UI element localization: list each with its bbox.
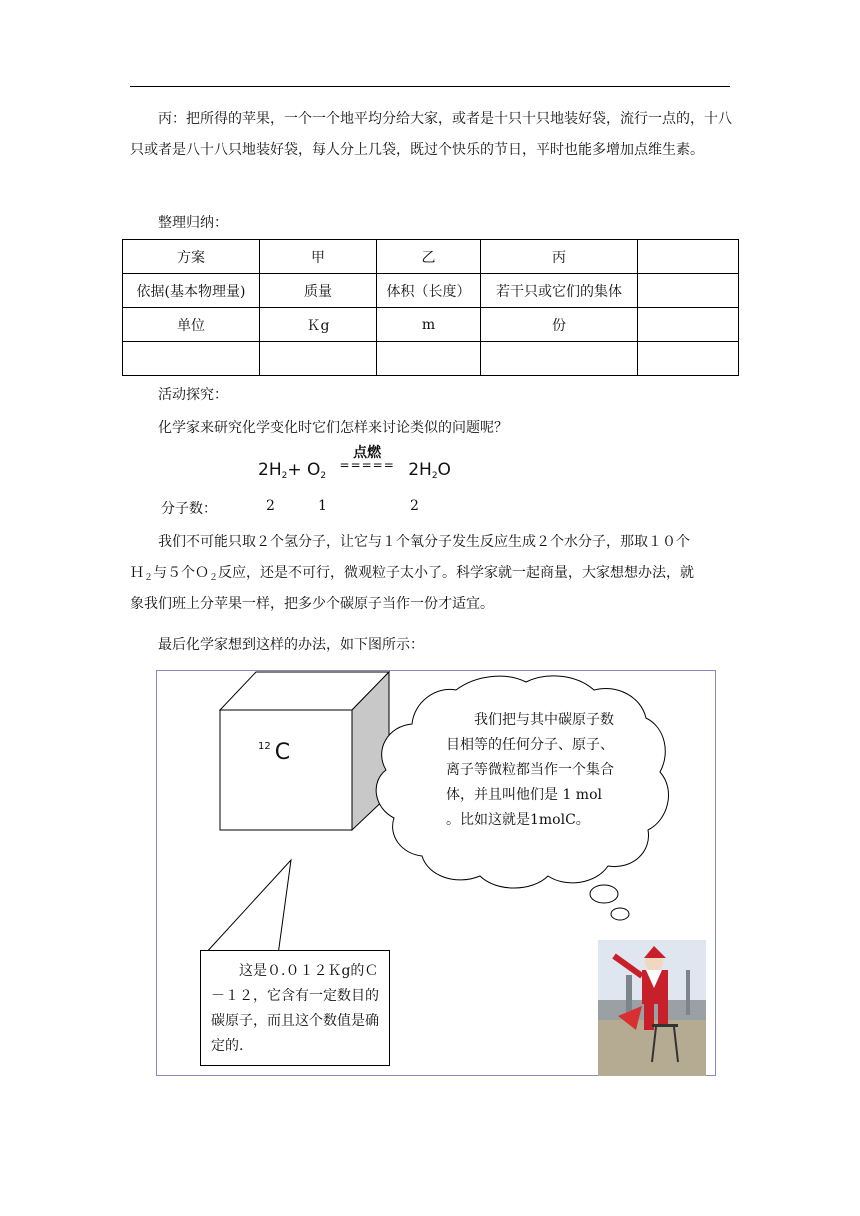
header-rule [130, 86, 730, 87]
table-cell: m [377, 308, 481, 342]
thought-dot-small [611, 908, 629, 920]
table-cell: Ｋg [260, 308, 377, 342]
table-cell [638, 274, 739, 308]
cube-front-face [220, 710, 352, 830]
carbon-12-label [258, 740, 290, 765]
table-cell: 甲 [260, 240, 377, 274]
molecule-count: 2 [410, 498, 419, 514]
table-cell [638, 342, 739, 376]
table-row [123, 308, 739, 342]
eq-lhs-h: 2H [258, 460, 282, 480]
final-text: 最后化学家想到这样的办法，如下图所示： [158, 637, 424, 653]
table-cell [638, 308, 739, 342]
subscript: ２ [144, 573, 154, 583]
text-span: 反应，还是不可行，微观粒子太小了。科学家就一起商量，大家想想办法，就 [218, 565, 695, 581]
eq-sub: 2 [320, 471, 327, 481]
santa-photo [598, 940, 706, 1076]
table-cell [481, 342, 638, 376]
speech-box-text: 这是０.０１２Ｋg的Ｃ－１２，它含有一定数目的碳原子，而且这个数值是确定的. [200, 950, 390, 1066]
paragraph-line-c: 象我们班上分苹果一样，把多少个碳原子当作一份才适宜。 [130, 596, 494, 612]
table-cell: 单位 [123, 308, 260, 342]
table-cell [638, 240, 739, 274]
molecule-count: 2 [266, 498, 275, 514]
table-cell: 乙 [377, 240, 481, 274]
chemical-equation [258, 445, 451, 481]
eq-condition: 点燃 [353, 445, 382, 461]
thought-dot-large [590, 885, 618, 903]
table-cell: 依据(基本物理量) [123, 274, 260, 308]
table-row [123, 240, 739, 274]
eq-rhs-h: 2H [408, 460, 432, 480]
element-symbol: C [274, 740, 291, 765]
summary-heading: 整理归纳： [158, 215, 228, 231]
molecule-count-label: 分子数： [161, 501, 217, 517]
eq-sub: 2 [431, 471, 438, 481]
speech-tail [204, 860, 291, 955]
eq-plus-o: + O [287, 460, 321, 480]
subscript: ２ [209, 573, 219, 583]
eq-sub: 2 [281, 471, 288, 481]
eq-arrow: ===== [339, 458, 395, 472]
eq-condition-arrow [340, 446, 395, 470]
molecule-count: 1 [318, 498, 327, 514]
table-cell: 份 [481, 308, 638, 342]
eq-rhs-o: O [437, 460, 451, 480]
table-cell: 若干只或它们的集体 [481, 274, 638, 308]
activity-heading: 活动探究： [158, 387, 228, 403]
text-span: 与５个Ｏ [153, 565, 210, 581]
table-cell: 质量 [260, 274, 377, 308]
table-cell: 丙 [481, 240, 638, 274]
paragraph-line-a: 我们不可能只取２个氢分子，让它与１个氧分子发生反应生成２个水分子，那取１０个 [158, 534, 690, 550]
table-cell: 方案 [123, 240, 260, 274]
h-symbol: Ｈ [130, 565, 144, 581]
table-row [123, 342, 739, 376]
table-row [123, 274, 739, 308]
table-cell [377, 342, 481, 376]
table-cell [260, 342, 377, 376]
paragraph-bing: 丙：把所得的苹果，一个一个地平均分给大家，或者是十只十只地装好袋，流行一点的，十八只或者是八十八只地装好袋，每人分上几袋，既过个快乐的节日，平时也能多增加点维生素。 [130, 111, 732, 158]
question-text: 化学家来研究化学变化时它们怎样来讨论类似的问题呢？ [158, 420, 508, 436]
table-cell: 体积（长度） [377, 274, 481, 308]
mass-number: 12 [258, 741, 271, 752]
summary-table [122, 239, 739, 376]
thought-bubble-text: 我们把与其中碳原子数目相等的任何分子、原子、离子等微粒都当作一个集合体，并且叫他们是 1 mol 。比如这就是1molC。 [446, 712, 614, 828]
table-cell [123, 342, 260, 376]
